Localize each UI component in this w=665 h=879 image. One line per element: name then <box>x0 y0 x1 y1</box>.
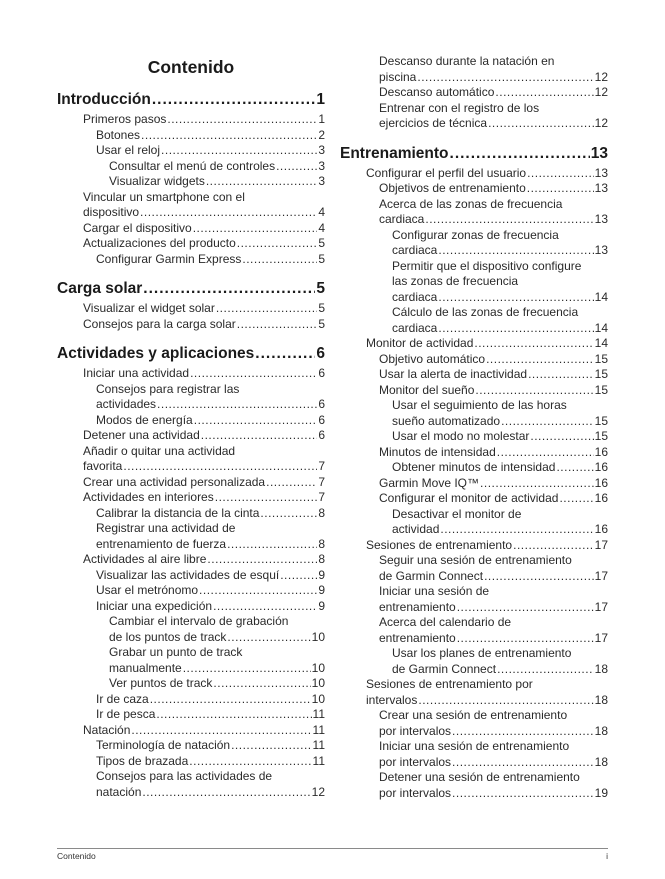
dot-leader <box>452 755 594 771</box>
toc-page-number: 13 <box>594 181 608 195</box>
dot-leader <box>425 212 593 228</box>
toc-page-number: 1 <box>318 112 325 126</box>
toc-entry-text: Actividades en interiores <box>83 490 214 504</box>
toc-page-number: 9 <box>318 567 325 582</box>
toc-entry[interactable] <box>109 174 325 190</box>
toc-entry-text: las zonas de frecuencia <box>392 274 519 288</box>
toc-entry[interactable] <box>96 738 325 754</box>
toc-entry[interactable] <box>392 429 608 445</box>
toc-entry[interactable] <box>83 723 325 739</box>
dot-leader <box>131 723 311 739</box>
toc-page-number: 13 <box>590 144 608 162</box>
toc-entry-text: cardiaca <box>392 289 438 304</box>
toc-entry[interactable] <box>96 252 325 268</box>
toc-entry-text: Vincular un smartphone con el <box>83 189 245 204</box>
page-title: Contenido <box>147 57 235 77</box>
dot-leader <box>276 159 317 175</box>
toc-entry[interactable] <box>83 236 325 252</box>
dot-leader <box>497 445 594 461</box>
toc-page-number: 3 <box>318 158 325 173</box>
dot-leader <box>193 221 318 237</box>
dot-leader <box>143 279 315 298</box>
toc-entry[interactable] <box>83 428 325 444</box>
dot-leader <box>199 583 317 599</box>
toc-page-number: 1 <box>316 91 325 108</box>
toc-page-number: 16 <box>594 444 608 459</box>
toc-entry[interactable] <box>366 538 608 554</box>
toc-page-number: 3 <box>318 143 325 157</box>
toc-entry-text: Monitor de actividad <box>366 336 474 350</box>
dot-leader <box>150 692 311 708</box>
toc-entry-text: Modos de energía <box>96 412 193 427</box>
dot-leader <box>528 367 594 383</box>
toc-entry[interactable] <box>96 583 325 599</box>
dot-leader <box>142 785 310 801</box>
toc-entry-text: Cargar el dispositivo <box>83 220 192 235</box>
toc-entry[interactable] <box>379 739 608 770</box>
toc-entry-text: Detener una actividad <box>83 428 200 442</box>
dot-leader <box>475 383 593 399</box>
toc-page-number: 12 <box>594 116 608 130</box>
dot-leader <box>484 569 594 585</box>
toc-page-number: 16 <box>594 475 608 490</box>
toc-section-heading[interactable] <box>340 144 608 163</box>
toc-page-number: 14 <box>594 336 608 350</box>
dot-leader <box>227 630 310 646</box>
toc-entry[interactable] <box>392 460 608 476</box>
toc-page-number: 8 <box>318 536 325 551</box>
toc-entry[interactable] <box>379 476 608 492</box>
toc-page-number: 11 <box>312 753 325 768</box>
toc-page-number: 7 <box>318 474 325 489</box>
toc-entry-text: cardiaca <box>392 320 438 335</box>
toc-entry[interactable] <box>392 507 608 538</box>
toc-page-number: 5 <box>318 251 325 266</box>
toc-entry-text: Usar el modo no molestar <box>392 429 530 443</box>
dot-leader <box>227 537 317 553</box>
toc-entry-text: Descanso automático <box>379 85 495 99</box>
dot-leader <box>215 490 318 506</box>
toc-page-number: 6 <box>318 366 325 380</box>
dot-leader <box>438 321 593 337</box>
toc-page-number: 10 <box>311 676 325 690</box>
toc-entry-text: Usar la alerta de inactividad <box>379 367 528 381</box>
toc-page-number: 5 <box>318 301 325 315</box>
dot-leader <box>418 693 593 709</box>
toc-entry[interactable] <box>379 584 608 615</box>
toc-page-number: 11 <box>312 722 325 737</box>
toc-entry[interactable] <box>392 259 608 306</box>
toc-page-number: 5 <box>318 236 325 250</box>
toc-entry[interactable] <box>96 382 325 413</box>
toc-page-number: 14 <box>594 289 608 304</box>
toc-entry-text: de Garmin Connect <box>392 661 497 676</box>
toc-entry-text: Acerca de las zonas de frecuencia <box>379 196 563 211</box>
toc-entry-text: Actividades y aplicaciones <box>57 345 255 362</box>
toc-page-number: 12 <box>594 69 608 84</box>
toc-entry-text: Cálculo de las zonas de frecuencia <box>392 305 579 319</box>
toc-page-number: 15 <box>594 429 608 443</box>
dot-leader <box>280 568 317 584</box>
toc-section-heading[interactable] <box>57 344 325 363</box>
toc-entry-text: Desactivar el monitor de <box>392 506 522 521</box>
toc-entry[interactable] <box>109 614 325 645</box>
toc-entry-text: Calibrar la distancia de la cinta <box>96 505 260 520</box>
toc-entry[interactable] <box>96 692 325 708</box>
toc-entry-text: Terminología de natación <box>96 738 231 752</box>
toc-entry[interactable] <box>83 552 325 568</box>
toc-page-number: 16 <box>594 491 608 505</box>
toc-page-number: 15 <box>594 382 608 397</box>
dot-leader <box>488 116 594 132</box>
dot-leader <box>417 70 593 86</box>
toc-entry-text: intervalos <box>366 692 418 707</box>
toc-entry-text: Seguir una sesión de entrenamiento <box>379 553 572 567</box>
toc-entry[interactable] <box>96 769 325 800</box>
dot-leader <box>157 397 317 413</box>
toc-entry-text: Configurar zonas de frecuencia <box>392 227 559 242</box>
toc-page-number: 10 <box>311 629 325 644</box>
toc-entry-text: ejercicios de técnica <box>379 116 488 130</box>
toc-entry-text: piscina <box>379 69 417 84</box>
toc-entry[interactable] <box>366 336 608 352</box>
toc-page-number: 18 <box>594 723 608 738</box>
toc-entry-text: Configurar el monitor de actividad <box>379 491 559 505</box>
toc-entry[interactable] <box>109 645 325 676</box>
dot-leader <box>486 352 594 368</box>
toc-entry-text: Detener una sesión de entrenamiento <box>379 770 580 784</box>
dot-leader <box>457 600 594 616</box>
toc-entry[interactable] <box>96 521 325 552</box>
toc-entry-text: de Garmin Connect <box>379 568 484 583</box>
toc-page-number: 9 <box>318 583 325 597</box>
dot-leader <box>501 414 594 430</box>
toc-entry-text: Actividades al aire libre <box>83 552 207 566</box>
toc-entry-text: actividades <box>96 397 157 411</box>
toc-entry-text: Usar el reloj <box>96 143 161 157</box>
toc-entry-text: Configurar el perfil del usuario <box>366 165 527 180</box>
toc-entry[interactable] <box>96 754 325 770</box>
toc-page-number: 13 <box>594 165 608 180</box>
toc-page-number: 9 <box>318 598 325 613</box>
dot-leader <box>213 599 317 615</box>
dot-leader <box>452 724 594 740</box>
dot-leader <box>513 538 594 554</box>
toc-page-number: 7 <box>318 490 325 504</box>
toc-entry-text: Iniciar una sesión de entrenamiento <box>379 739 570 753</box>
dot-leader <box>237 317 318 333</box>
dot-leader <box>189 754 311 770</box>
toc-entry-text: Cambiar el intervalo de grabación <box>109 614 289 628</box>
toc-page-number: 8 <box>318 505 325 520</box>
toc-entry[interactable] <box>392 305 608 336</box>
dot-leader <box>260 506 317 522</box>
toc-page-number: 8 <box>318 552 325 566</box>
toc-page-number: 6 <box>318 428 325 442</box>
toc-entry-text: Consultar el menú de controles <box>109 158 276 173</box>
dot-leader <box>216 301 317 317</box>
dot-leader <box>457 631 594 647</box>
toc-entry[interactable] <box>379 181 608 197</box>
toc-entry[interactable] <box>96 568 325 584</box>
toc-entry[interactable] <box>392 646 608 677</box>
toc-page-number: 15 <box>594 367 608 381</box>
toc-page-number: 13 <box>594 212 608 226</box>
dot-leader <box>266 475 317 491</box>
dot-leader <box>255 344 315 363</box>
toc-entry[interactable] <box>379 197 608 228</box>
toc-entry-text: Tipos de brazada <box>96 753 189 768</box>
toc-entry-text: entrenamiento de fuerza <box>96 536 227 551</box>
toc-entry[interactable] <box>379 491 608 507</box>
toc-entry-text: Obtener minutos de intensidad <box>392 460 556 474</box>
toc-entry[interactable] <box>379 553 608 584</box>
dot-leader <box>530 429 593 445</box>
toc-page-number: 18 <box>594 661 608 676</box>
dot-leader <box>438 290 593 306</box>
toc-section-heading[interactable] <box>57 90 325 109</box>
toc-entry[interactable] <box>96 413 325 429</box>
toc-entry-text: sueño automatizado <box>392 413 501 428</box>
toc-entry[interactable] <box>379 85 608 101</box>
toc-entry-text: Grabar un punto de track <box>109 645 243 659</box>
toc-entry[interactable] <box>379 54 608 85</box>
toc-entry-text: Consejos para registrar las <box>96 381 240 396</box>
toc-entry-text: Usar el seguimiento de las horas <box>392 398 567 412</box>
dot-leader <box>559 491 593 507</box>
toc-entry-text: Permitir que el dispositivo configure <box>392 258 582 273</box>
dot-leader <box>206 174 317 190</box>
toc-page-number: 19 <box>594 785 608 800</box>
toc-entry[interactable] <box>83 490 325 506</box>
dot-leader <box>231 738 311 754</box>
dot-leader <box>183 661 311 677</box>
toc-entry-text: Sesiones de entrenamiento por <box>366 677 533 691</box>
dot-leader <box>161 143 317 159</box>
toc-entry-text: manualmente <box>109 660 182 675</box>
toc-entry-text: Crear una sesión de entrenamiento <box>379 708 568 722</box>
dot-leader <box>207 552 317 568</box>
toc-entry[interactable] <box>96 506 325 522</box>
toc-entry-text: Configurar Garmin Express <box>96 251 242 266</box>
toc-entry[interactable] <box>96 599 325 615</box>
dot-leader <box>450 144 590 163</box>
toc-entry-text: Visualizar las actividades de esquí <box>96 567 280 582</box>
toc-entry[interactable] <box>83 221 325 237</box>
toc-entry[interactable] <box>379 383 608 399</box>
toc-entry-text: por intervalos <box>379 785 452 800</box>
toc-entry-text: Descanso durante la natación en <box>379 54 555 68</box>
toc-page-number: 12 <box>594 85 608 99</box>
toc-entry-text: Primeros pasos <box>83 112 167 126</box>
toc-entry-text: Iniciar una sesión de <box>379 584 490 598</box>
toc-entry-text: Visualizar el widget solar <box>83 301 215 315</box>
dot-leader <box>140 205 317 221</box>
dot-leader <box>141 128 317 144</box>
toc-page-number: 13 <box>594 243 608 257</box>
toc-entry-text: entrenamiento <box>379 599 456 614</box>
toc-entry[interactable] <box>83 444 325 475</box>
toc-entry[interactable] <box>366 677 608 708</box>
dot-leader <box>440 522 593 538</box>
toc-entry[interactable] <box>392 398 608 429</box>
toc-page-number: 6 <box>318 412 325 427</box>
toc-entry[interactable] <box>83 317 325 333</box>
toc-page-number: 17 <box>594 568 608 583</box>
toc-entry[interactable] <box>96 707 325 723</box>
toc-page-number: 6 <box>316 345 325 362</box>
toc-entry-text: Ir de pesca <box>96 707 156 721</box>
toc-page-number: 16 <box>594 522 608 536</box>
toc-entry-text: Botones <box>96 127 141 142</box>
toc-entry-text: Entrenamiento <box>340 144 449 162</box>
toc-entry-text: Visualizar widgets <box>109 174 205 188</box>
toc-page-number: 5 <box>316 280 325 297</box>
dot-leader <box>452 786 594 802</box>
toc-entry-text: Actualizaciones del producto <box>83 236 236 250</box>
toc-entry-text: Sesiones de entrenamiento <box>366 537 513 552</box>
toc-entry[interactable] <box>96 143 325 159</box>
toc-entry-text: por intervalos <box>379 723 452 738</box>
toc-page-number: 7 <box>318 459 325 473</box>
toc-page-number: 5 <box>318 316 325 331</box>
toc-entry-text: Garmin Move IQ™ <box>379 475 480 490</box>
toc-entry-text: Usar el metrónomo <box>96 583 199 597</box>
toc-entry[interactable] <box>83 475 325 491</box>
toc-entry-text: Crear una actividad personalizada <box>83 474 266 489</box>
toc-entry[interactable] <box>109 159 325 175</box>
toc-entry-text: natación <box>96 784 142 799</box>
toc-page-number: 4 <box>318 220 325 235</box>
dot-leader <box>152 90 316 109</box>
toc-page-number: 11 <box>312 738 325 752</box>
toc-page-number: 15 <box>594 413 608 428</box>
toc-entry-text: Consejos para la carga solar <box>83 316 236 331</box>
dot-leader <box>123 459 317 475</box>
toc-page-number: 11 <box>312 707 325 721</box>
dot-leader <box>190 366 317 382</box>
dot-leader <box>495 85 593 101</box>
toc-page-number: 10 <box>311 660 325 675</box>
toc-entry-text: favorita <box>83 459 123 473</box>
toc-entry[interactable] <box>83 301 325 317</box>
toc-entry-text: Minutos de intensidad <box>379 444 496 459</box>
toc-entry-text: Ver puntos de track <box>109 676 213 690</box>
toc-left-column <box>57 90 325 800</box>
toc-entry[interactable] <box>83 190 325 221</box>
toc-entry[interactable] <box>96 128 325 144</box>
toc-entry-text: Monitor del sueño <box>379 382 475 397</box>
footer-section-label: Contenido <box>57 851 96 861</box>
toc-entry-text: Carga solar <box>57 280 143 297</box>
toc-page-number: 6 <box>318 397 325 411</box>
toc-entry-text: cardiaca <box>392 243 438 257</box>
toc-entry-text: Añadir o quitar una actividad <box>83 443 236 458</box>
toc-section-heading[interactable] <box>57 279 325 298</box>
toc-page-number: 3 <box>318 174 325 188</box>
footer-divider <box>57 848 608 849</box>
dot-leader <box>527 181 594 197</box>
toc-page-number: 10 <box>311 691 325 706</box>
toc-entry-text: Usar los planes de entrenamiento <box>392 646 572 660</box>
toc-entry-text: actividad <box>392 522 440 536</box>
toc-page-number: 4 <box>318 205 325 219</box>
toc-entry-text: Introducción <box>57 91 151 108</box>
dot-leader <box>201 428 318 444</box>
dot-leader <box>194 413 318 429</box>
toc-page-number: 17 <box>594 599 608 614</box>
toc-entry-text: Consejos para las actividades de <box>96 769 273 783</box>
toc-entry[interactable] <box>392 228 608 259</box>
dot-leader <box>156 707 311 723</box>
toc-entry-text: Iniciar una expedición <box>96 598 213 613</box>
dot-leader <box>474 336 593 352</box>
dot-leader <box>237 236 318 252</box>
toc-entry[interactable] <box>379 101 608 132</box>
toc-entry[interactable] <box>379 367 608 383</box>
toc-page-number: 12 <box>311 784 325 799</box>
dot-leader <box>527 166 594 182</box>
toc-entry-text: entrenamiento <box>379 630 456 645</box>
toc-page-number: 18 <box>594 692 608 707</box>
toc-page-number: 18 <box>594 754 608 769</box>
dot-leader <box>242 252 317 268</box>
toc-entry-text: Objetivo automático <box>379 351 486 366</box>
toc-entry-text: de los puntos de track <box>109 629 227 644</box>
toc-entry[interactable] <box>366 166 608 182</box>
toc-entry[interactable] <box>379 708 608 739</box>
toc-page-number: 16 <box>594 460 608 474</box>
toc-entry-text: Entrenar con el registro de los <box>379 100 540 115</box>
toc-entry-text: Acerca del calendario de <box>379 615 512 629</box>
toc-page-number: 17 <box>594 630 608 645</box>
toc-page-number: 15 <box>594 351 608 366</box>
toc-entry-text: Objetivos de entrenamiento <box>379 181 526 195</box>
toc-entry[interactable] <box>379 770 608 801</box>
dot-leader <box>438 243 593 259</box>
dot-leader <box>556 460 593 476</box>
toc-entry[interactable] <box>83 366 325 382</box>
toc-entry[interactable] <box>109 676 325 692</box>
toc-entry-text: Iniciar una actividad <box>83 366 190 380</box>
toc-entry-text: Registrar una actividad de <box>96 521 236 535</box>
toc-entry-text: Ir de caza <box>96 691 149 706</box>
dot-leader <box>213 676 310 692</box>
dot-leader <box>497 662 594 678</box>
footer-page-number: i <box>606 851 608 861</box>
toc-entry-text: Natación <box>83 722 131 737</box>
toc-entry[interactable] <box>83 112 325 128</box>
dot-leader <box>480 476 594 492</box>
dot-leader <box>167 112 317 128</box>
toc-right-column <box>340 54 608 801</box>
toc-page-number: 2 <box>318 127 325 142</box>
toc-page-number: 14 <box>594 320 608 335</box>
toc-entry[interactable] <box>379 352 608 368</box>
toc-page-number: 17 <box>594 537 608 552</box>
toc-entry-text: dispositivo <box>83 205 140 219</box>
toc-entry[interactable] <box>379 615 608 646</box>
toc-entry[interactable] <box>379 445 608 461</box>
toc-entry-text: por intervalos <box>379 754 452 769</box>
toc-entry-text: cardiaca <box>379 212 425 226</box>
